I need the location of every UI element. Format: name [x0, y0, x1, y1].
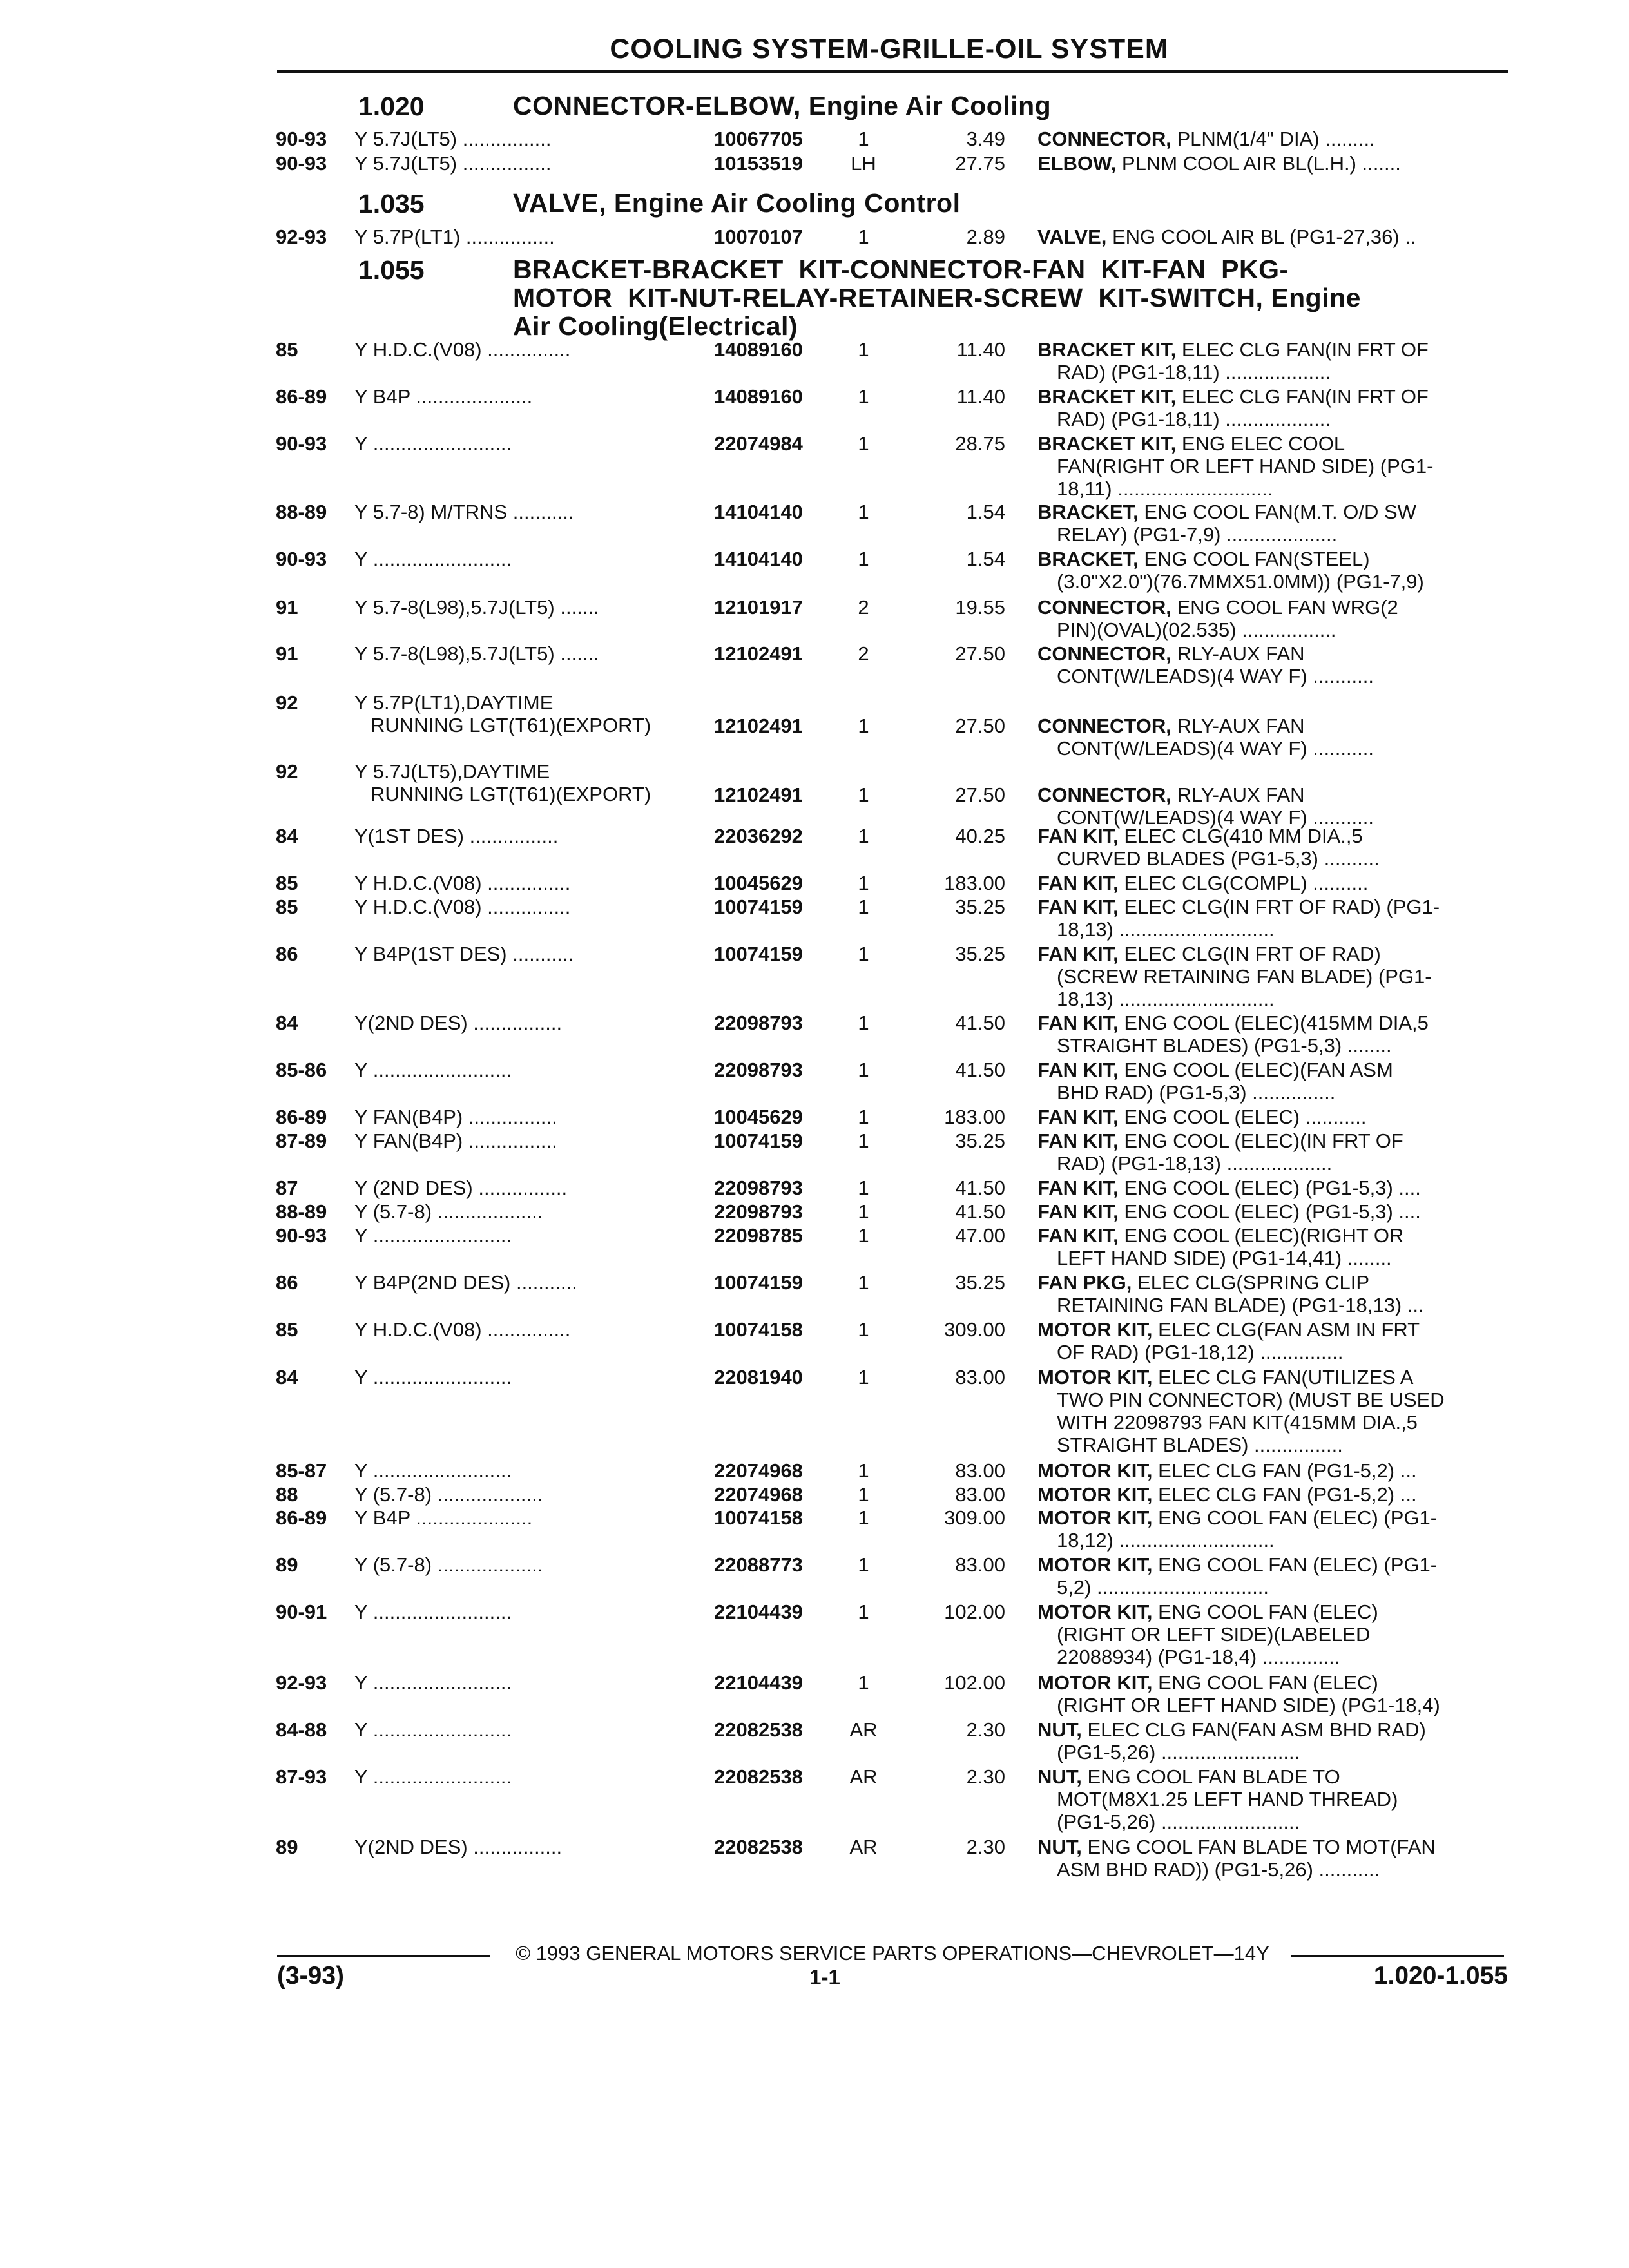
model-year: 90-93	[276, 151, 327, 175]
part-description: MOTOR KIT, ELEC CLG FAN (PG1-5,2) ...	[1037, 1483, 1417, 1506]
part-number: 22104439	[714, 1671, 803, 1694]
part-description: NUT, ELEC CLG FAN(FAN ASM BHD RAD) (PG1-5,26) .........................	[1037, 1718, 1426, 1763]
price: 41.50	[955, 1177, 1005, 1199]
footer-page-number: 1-1	[809, 1965, 840, 1989]
part-number: 22088773	[714, 1553, 803, 1576]
model-year: 84	[276, 1366, 298, 1389]
quantity: 1	[858, 1553, 869, 1576]
application: Y 5.7J(LT5) ................	[354, 128, 552, 150]
footer-rule-left	[277, 1955, 490, 1957]
part-number: 22074968	[714, 1459, 803, 1482]
application: Y H.D.C.(V08) ...............	[354, 338, 571, 361]
price: 27.75	[955, 151, 1005, 175]
part-number: 22104439	[714, 1600, 803, 1623]
model-year: 87-89	[276, 1129, 327, 1152]
price: 11.40	[956, 338, 1005, 361]
quantity: 1	[858, 128, 869, 150]
part-description: ELBOW, PLNM COOL AIR BL(L.H.) .......	[1037, 151, 1401, 175]
application: Y 5.7P(LT1) ................	[354, 226, 555, 248]
application: Y(2ND DES) ................	[354, 1836, 563, 1858]
price: 47.00	[955, 1224, 1005, 1247]
application: Y B4P(1ST DES) ...........	[354, 943, 574, 965]
application: Y .........................	[354, 548, 512, 570]
part-description: FAN KIT, ENG COOL (ELEC) ...........	[1037, 1106, 1367, 1128]
model-year: 88	[276, 1483, 298, 1506]
application: Y .........................	[354, 1765, 512, 1788]
price: 183.00	[944, 872, 1005, 894]
part-number: 10045629	[714, 1106, 803, 1128]
price: 183.00	[944, 1106, 1005, 1128]
quantity: 1	[858, 1459, 869, 1482]
model-year: 85-86	[276, 1059, 327, 1081]
part-description: NUT, ENG COOL FAN BLADE TO MOT(FAN ASM BHD RAD)) (PG1-5,26) ...........	[1037, 1836, 1436, 1881]
section-number: 1.055	[358, 255, 425, 285]
quantity: 1	[858, 1366, 869, 1389]
application: Y H.D.C.(V08) ...............	[354, 896, 571, 918]
application: Y 5.7-8(L98),5.7J(LT5) .......	[354, 642, 599, 665]
price: 27.50	[955, 783, 1005, 806]
part-number: 10070107	[714, 226, 803, 248]
part-number: 10074159	[714, 943, 803, 965]
model-year: 92	[276, 760, 298, 783]
application: Y .........................	[354, 1718, 512, 1741]
model-year: 85	[276, 872, 298, 894]
part-description: BRACKET KIT, ENG ELEC COOL FAN(RIGHT OR LEFT HAND SIDE) (PG1- 18,11) ............................	[1037, 432, 1434, 500]
model-year: 87	[276, 1177, 298, 1199]
quantity: 1	[858, 1224, 869, 1247]
quantity: 1	[858, 1506, 869, 1529]
quantity: 1	[858, 1483, 869, 1506]
price: 41.50	[955, 1012, 1005, 1034]
price: 19.55	[955, 596, 1005, 619]
quantity: 1	[858, 338, 869, 361]
part-description: CONNECTOR, PLNM(1/4" DIA) .........	[1037, 128, 1375, 150]
model-year: 90-93	[276, 1224, 327, 1247]
section-number: 1.020	[358, 91, 425, 121]
section-title: BRACKET-BRACKET KIT-CONNECTOR-FAN KIT-FAN PKG- MOTOR KIT-NUT-RELAY-RETAINER-SCREW KIT-SWITCH, Engine Air Cooling(Electrical)	[513, 255, 1361, 341]
price: 35.25	[955, 1271, 1005, 1294]
application: Y H.D.C.(V08) ...............	[354, 872, 571, 894]
quantity: 2	[858, 642, 869, 665]
part-description: FAN KIT, ENG COOL (ELEC) (PG1-5,3) ....	[1037, 1177, 1421, 1199]
price: 102.00	[944, 1600, 1005, 1623]
part-number: 12102491	[714, 783, 803, 806]
application: Y (2ND DES) ................	[354, 1177, 568, 1199]
price: 27.50	[955, 714, 1005, 737]
quantity: LH	[851, 151, 876, 175]
part-description: BRACKET KIT, ELEC CLG FAN(IN FRT OF RAD) (PG1-18,11) ...................	[1037, 385, 1429, 430]
price: 83.00	[955, 1459, 1005, 1482]
price: 2.30	[966, 1718, 1005, 1741]
quantity: AR	[849, 1836, 878, 1858]
application: Y .........................	[354, 1224, 512, 1247]
model-year: 86	[276, 943, 298, 965]
price: 83.00	[955, 1483, 1005, 1506]
application: Y 5.7J(LT5),DAYTIME RUNNING LGT(T61)(EXPORT)	[354, 760, 651, 805]
quantity: 1	[858, 1059, 869, 1081]
application: Y FAN(B4P) ................	[354, 1129, 557, 1152]
part-description: MOTOR KIT, ELEC CLG FAN (PG1-5,2) ...	[1037, 1459, 1417, 1482]
part-number: 14089160	[714, 338, 803, 361]
price: 309.00	[944, 1318, 1005, 1341]
part-number: 22082538	[714, 1718, 803, 1741]
quantity: 1	[858, 385, 869, 408]
part-description: FAN KIT, ENG COOL (ELEC)(RIGHT OR LEFT HAND SIDE) (PG1-14,41) ........	[1037, 1224, 1404, 1269]
part-description: BRACKET KIT, ELEC CLG FAN(IN FRT OF RAD) (PG1-18,11) ...................	[1037, 338, 1429, 383]
application: Y .........................	[354, 432, 512, 455]
part-description: BRACKET, ENG COOL FAN(STEEL) (3.0"X2.0")(76.7MMX51.0MM)) (PG1-7,9)	[1037, 548, 1424, 593]
quantity: 1	[858, 943, 869, 965]
model-year: 85	[276, 896, 298, 918]
application: Y 5.7J(LT5) ................	[354, 151, 552, 175]
model-year: 90-93	[276, 548, 327, 570]
price: 309.00	[944, 1506, 1005, 1529]
price: 102.00	[944, 1671, 1005, 1694]
part-number: 22098793	[714, 1177, 803, 1199]
quantity: 1	[858, 1106, 869, 1128]
part-number: 22081940	[714, 1366, 803, 1389]
application: Y (5.7-8) ...................	[354, 1200, 543, 1223]
section-number: 1.035	[358, 189, 425, 218]
quantity: 1	[858, 1318, 869, 1341]
part-number: 22036292	[714, 825, 803, 847]
price: 35.25	[955, 896, 1005, 918]
model-year: 84	[276, 825, 298, 847]
part-description: BRACKET, ENG COOL FAN(M.T. O/D SW RELAY) (PG1-7,9) ....................	[1037, 501, 1416, 546]
part-number: 10074158	[714, 1318, 803, 1341]
part-description: FAN PKG, ELEC CLG(SPRING CLIP RETAINING FAN BLADE) (PG1-18,13) ...	[1037, 1271, 1424, 1316]
price: 40.25	[955, 825, 1005, 847]
price: 1.54	[966, 548, 1005, 570]
model-year: 86-89	[276, 1106, 327, 1128]
part-description: NUT, ENG COOL FAN BLADE TO MOT(M8X1.25 LEFT HAND THREAD) (PG1-5,26) .........................	[1037, 1765, 1398, 1833]
quantity: 1	[858, 872, 869, 894]
part-description: FAN KIT, ELEC CLG(IN FRT OF RAD) (PG1- 18,13) ............................	[1037, 896, 1440, 941]
part-number: 12102491	[714, 714, 803, 737]
model-year: 91	[276, 596, 298, 619]
model-year: 85	[276, 1318, 298, 1341]
part-description: MOTOR KIT, ENG COOL FAN (ELEC) (RIGHT OR LEFT SIDE)(LABELED 22088934) (PG1-18,4) ..............	[1037, 1600, 1378, 1668]
model-year: 86	[276, 1271, 298, 1294]
model-year: 86-89	[276, 385, 327, 408]
part-description: VALVE, ENG COOL AIR BL (PG1-27,36) ..	[1037, 226, 1416, 248]
quantity: 1	[858, 825, 869, 847]
part-number: 22082538	[714, 1836, 803, 1858]
model-year: 84-88	[276, 1718, 327, 1741]
model-year: 88-89	[276, 1200, 327, 1223]
application: Y(1ST DES) ................	[354, 825, 559, 847]
part-number: 12101917	[714, 596, 803, 619]
part-description: CONNECTOR, RLY-AUX FAN CONT(W/LEADS)(4 WAY F) ...........	[1037, 642, 1374, 687]
application: Y 5.7-8(L98),5.7J(LT5) .......	[354, 596, 599, 619]
price: 2.30	[966, 1765, 1005, 1788]
model-year: 85	[276, 338, 298, 361]
part-description: MOTOR KIT, ENG COOL FAN (ELEC) (RIGHT OR LEFT HAND SIDE) (PG1-18,4)	[1037, 1671, 1440, 1716]
application: Y .........................	[354, 1366, 512, 1389]
application: Y .........................	[354, 1059, 512, 1081]
price: 41.50	[955, 1059, 1005, 1081]
price: 41.50	[955, 1200, 1005, 1223]
part-number: 10067705	[714, 128, 803, 150]
part-number: 22074984	[714, 432, 803, 455]
part-number: 10074159	[714, 1271, 803, 1294]
quantity: 1	[858, 548, 869, 570]
quantity: 1	[858, 1200, 869, 1223]
page-header-title: COOLING SYSTEM-GRILLE-OIL SYSTEM	[610, 34, 1169, 64]
model-year: 88-89	[276, 501, 327, 523]
application: Y (5.7-8) ...................	[354, 1483, 543, 1506]
part-description: CONNECTOR, ENG COOL FAN WRG(2 PIN)(OVAL)(02.535) .................	[1037, 596, 1398, 641]
part-number: 22082538	[714, 1765, 803, 1788]
footer-copyright: © 1993 GENERAL MOTORS SERVICE PARTS OPERATIONS—CHEVROLET—14Y	[516, 1942, 1269, 1965]
price: 1.54	[966, 501, 1005, 523]
quantity: AR	[849, 1765, 878, 1788]
application: Y(2ND DES) ................	[354, 1012, 563, 1034]
part-number: 10074158	[714, 1506, 803, 1529]
application: Y FAN(B4P) ................	[354, 1106, 557, 1128]
model-year: 92	[276, 691, 298, 714]
part-number: 22098793	[714, 1059, 803, 1081]
part-number: 14104140	[714, 501, 803, 523]
part-number: 22098793	[714, 1012, 803, 1034]
part-description: MOTOR KIT, ENG COOL FAN (ELEC) (PG1- 5,2) ...............................	[1037, 1553, 1438, 1599]
footer-section-range: 1.020-1.055	[1373, 1962, 1508, 1990]
model-year: 90-93	[276, 432, 327, 455]
price: 27.50	[955, 642, 1005, 665]
price: 3.49	[966, 128, 1005, 150]
price: 83.00	[955, 1366, 1005, 1389]
part-number: 14089160	[714, 385, 803, 408]
quantity: 1	[858, 1671, 869, 1694]
model-year: 89	[276, 1836, 298, 1858]
part-description: FAN KIT, ENG COOL (ELEC)(IN FRT OF RAD) (PG1-18,13) ...................	[1037, 1129, 1403, 1175]
part-description: CONNECTOR, RLY-AUX FAN CONT(W/LEADS)(4 WAY F) ...........	[1037, 783, 1374, 829]
footer-date: (3-93)	[277, 1962, 345, 1990]
quantity: 1	[858, 1177, 869, 1199]
part-description: FAN KIT, ENG COOL (ELEC)(FAN ASM BHD RAD) (PG1-5,3) ...............	[1037, 1059, 1393, 1104]
model-year: 86-89	[276, 1506, 327, 1529]
application: Y .........................	[354, 1459, 512, 1482]
model-year: 87-93	[276, 1765, 327, 1788]
quantity: 1	[858, 896, 869, 918]
quantity: 1	[858, 1271, 869, 1294]
price: 2.89	[966, 226, 1005, 248]
quantity: 1	[858, 226, 869, 248]
part-number: 22098793	[714, 1200, 803, 1223]
quantity: 1	[858, 1600, 869, 1623]
model-year: 85-87	[276, 1459, 327, 1482]
quantity: 1	[858, 501, 869, 523]
part-description: FAN KIT, ENG COOL (ELEC) (PG1-5,3) ....	[1037, 1200, 1421, 1223]
section-title: VALVE, Engine Air Cooling Control	[513, 188, 961, 218]
part-number: 22098785	[714, 1224, 803, 1247]
model-year: 91	[276, 642, 298, 665]
quantity: 1	[858, 432, 869, 455]
application: Y B4P .....................	[354, 385, 533, 408]
part-description: MOTOR KIT, ELEC CLG(FAN ASM IN FRT OF RAD) (PG1-18,12) ...............	[1037, 1318, 1420, 1363]
application: Y (5.7-8) ...................	[354, 1553, 543, 1576]
application: Y 5.7-8) M/TRNS ...........	[354, 501, 574, 523]
part-description: FAN KIT, ELEC CLG(COMPL) ..........	[1037, 872, 1369, 894]
application: Y 5.7P(LT1),DAYTIME RUNNING LGT(T61)(EXPORT)	[354, 691, 651, 736]
price: 2.30	[966, 1836, 1005, 1858]
part-number: 12102491	[714, 642, 803, 665]
quantity: 2	[858, 596, 869, 619]
model-year: 90-91	[276, 1600, 327, 1623]
price: 35.25	[955, 1129, 1005, 1152]
part-number: 22074968	[714, 1483, 803, 1506]
model-year: 92-93	[276, 226, 327, 248]
application: Y H.D.C.(V08) ...............	[354, 1318, 571, 1341]
part-description: FAN KIT, ELEC CLG(IN FRT OF RAD) (SCREW RETAINING FAN BLADE) (PG1- 18,13) ............................	[1037, 943, 1432, 1010]
price: 28.75	[955, 432, 1005, 455]
price: 83.00	[955, 1553, 1005, 1576]
quantity: 1	[858, 1012, 869, 1034]
part-description: MOTOR KIT, ENG COOL FAN (ELEC) (PG1- 18,12) ............................	[1037, 1506, 1438, 1552]
price: 35.25	[955, 943, 1005, 965]
quantity: 1	[858, 714, 869, 737]
application: Y B4P(2ND DES) ...........	[354, 1271, 577, 1294]
model-year: 89	[276, 1553, 298, 1576]
part-description: FAN KIT, ENG COOL (ELEC)(415MM DIA,5 STRAIGHT BLADES) (PG1-5,3) ........	[1037, 1012, 1429, 1057]
model-year: 90-93	[276, 128, 327, 150]
part-description: MOTOR KIT, ELEC CLG FAN(UTILIZES A TWO PIN CONNECTOR) (MUST BE USED WITH 22098793 FAN KIT(415MM DIA.,5 STRAIGHT BLADES) ................	[1037, 1366, 1445, 1456]
part-number: 10045629	[714, 872, 803, 894]
part-number: 14104140	[714, 548, 803, 570]
quantity: 1	[858, 783, 869, 806]
part-description: FAN KIT, ELEC CLG(410 MM DIA.,5 CURVED BLADES (PG1-5,3) ..........	[1037, 825, 1380, 870]
quantity: AR	[849, 1718, 878, 1741]
model-year: 92-93	[276, 1671, 327, 1694]
price: 11.40	[956, 385, 1005, 408]
footer-rule-right	[1291, 1955, 1504, 1957]
part-number: 10074159	[714, 1129, 803, 1152]
model-year: 84	[276, 1012, 298, 1034]
application: Y .........................	[354, 1671, 512, 1694]
part-description: CONNECTOR, RLY-AUX FAN CONT(W/LEADS)(4 WAY F) ...........	[1037, 714, 1374, 760]
application: Y .........................	[354, 1600, 512, 1623]
part-number: 10153519	[714, 151, 803, 175]
part-number: 10074159	[714, 896, 803, 918]
section-title: CONNECTOR-ELBOW, Engine Air Cooling	[513, 91, 1052, 120]
quantity: 1	[858, 1129, 869, 1152]
application: Y B4P .....................	[354, 1506, 533, 1529]
